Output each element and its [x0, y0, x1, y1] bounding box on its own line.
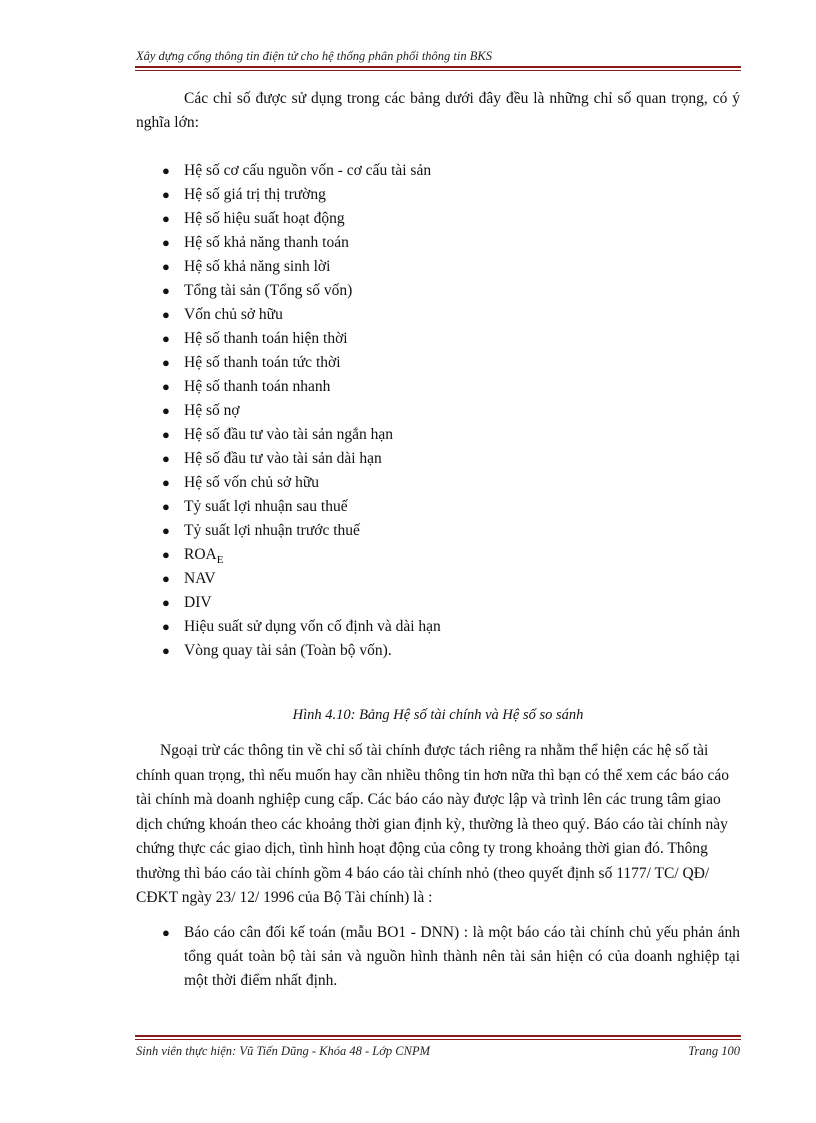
bullet-icon: ● [162, 643, 170, 658]
indicator-item [136, 519, 740, 543]
indicator-label: ROA [184, 546, 217, 563]
page-content [136, 87, 740, 993]
bullet-icon: ● [162, 211, 170, 226]
indicator-item [136, 591, 740, 615]
indicator-label: Hệ số khả năng thanh toán [184, 234, 349, 251]
bullet-icon: ● [162, 619, 170, 634]
bullet-icon: ● [162, 595, 170, 610]
indicator-item [136, 447, 740, 471]
indicator-label: Hệ số thanh toán hiện thời [184, 330, 348, 347]
indicator-item [136, 543, 740, 567]
indicator-item [136, 471, 740, 495]
indicator-item [136, 351, 740, 375]
indicator-label: Hệ số hiệu suất hoạt động [184, 210, 345, 227]
indicator-item [136, 159, 740, 183]
indicator-label: Hệ số đầu tư vào tài sản ngắn hạn [184, 426, 393, 443]
bullet-icon: ● [162, 283, 170, 298]
indicator-label: Hệ số giá trị thị trường [184, 186, 326, 203]
indicator-label: Hệ số thanh toán tức thời [184, 354, 341, 371]
bullet-icon: ● [162, 475, 170, 490]
indicator-item [136, 495, 740, 519]
indicator-subscript: E [216, 554, 224, 566]
indicator-item [136, 399, 740, 423]
bullet-icon: ● [162, 451, 170, 466]
indicator-label: Hệ số khả năng sinh lời [184, 258, 331, 275]
bullet-icon: ● [162, 379, 170, 394]
indicator-label: Hiệu suất sử dụng vốn cố định và dài hạn [184, 618, 441, 635]
bullet-icon: ● [162, 523, 170, 538]
intro-paragraph: Các chỉ số được sử dụng trong các bảng dưới đây đều là những chỉ số quan trọng, có ý nghĩa lớn: [136, 90, 740, 131]
footer-author: Sinh viên thực hiện: Vũ Tiến Dũng - Khóa 48 - Lớp CNPM [136, 1044, 431, 1058]
indicator-label: Hệ số thanh toán nhanh [184, 378, 331, 395]
bullet-icon: ● [162, 571, 170, 586]
report-list-item [136, 921, 740, 993]
indicator-item [136, 639, 740, 663]
indicator-item [136, 207, 740, 231]
indicator-item [136, 255, 740, 279]
bullet-icon: ● [162, 427, 170, 442]
bullet-icon: ● [162, 307, 170, 322]
indicator-label: DIV [184, 594, 212, 611]
indicator-label: NAV [184, 570, 216, 587]
header-title: Xây dựng cổng thông tin điện tử cho hệ thống phân phối thông tin BKS [136, 49, 492, 63]
indicator-label: Hệ số cơ cấu nguồn vốn - cơ cấu tài sản [184, 162, 432, 179]
bullet-icon: ● [162, 187, 170, 202]
bullet-icon: ● [162, 403, 170, 418]
indicator-item [136, 327, 740, 351]
bullet-icon: ● [162, 355, 170, 370]
indicator-item [136, 231, 740, 255]
indicator-label: Hệ số nợ [184, 402, 240, 419]
report-item-text: Báo cáo cân đối kế toán (mẫu BO1 - DNN) : là một báo cáo tài chính chủ yếu phản ánh tổng quát toàn bộ tài sản và nguồn hình thành nên tài sản hiện có của doanh nghiệp tại một thời điểm nhất định. [184, 923, 740, 989]
indicator-item [136, 183, 740, 207]
footer-rule [135, 1035, 741, 1040]
bullet-icon: ● [162, 499, 170, 514]
indicator-label: Tổng tài sản (Tổng số vốn) [184, 282, 353, 299]
indicator-label: Hệ số đầu tư vào tài sản dài hạn [184, 450, 382, 467]
indicator-item [136, 567, 740, 591]
bullet-icon: ● [162, 547, 170, 562]
bullet-icon: ● [162, 331, 170, 346]
indicator-item [136, 303, 740, 327]
bullet-icon: ● [162, 163, 170, 178]
body-paragraph: Ngoại trừ các thông tin về chỉ số tài chính được tách riêng ra nhằm thể hiện các hệ số tài chính quan trọng, thì nếu muốn hay cần nhiều thông tin hơn nữa thì bạn có thể xem các báo cáo tài chính mà doanh nghiệp cung cấp. Các báo cáo này được lập và trình lên các trung tâm giao dịch chứng khoán theo các khoảng thời gian định kỳ, thường là theo quý. Báo cáo tài chính này chứng thực các giao dịch, tình hình hoạt động của công ty trong khoảng thời gian đó. Thông thường thì báo cáo tài chính gồm 4 báo cáo tài chính nhỏ (theo quyết định số 1177/ TC/ QĐ/ CĐKT ngày 23/ 12/ 1996 của Bộ Tài chính) là : [136, 742, 729, 906]
figure-caption: Hình 4.10: Bảng Hệ số tài chính và Hệ số so sánh [292, 707, 584, 723]
bullet-icon: ● [162, 259, 170, 274]
indicator-list [136, 159, 740, 663]
indicator-item [136, 423, 740, 447]
indicator-label: Hệ số vốn chủ sở hữu [184, 474, 319, 491]
indicator-item [136, 279, 740, 303]
bullet-icon: ● [162, 924, 170, 940]
header-rule [135, 66, 741, 71]
indicator-label: Vốn chủ sở hữu [184, 306, 283, 323]
indicator-label: Tỷ suất lợi nhuận trước thuế [184, 522, 360, 539]
bullet-icon: ● [162, 235, 170, 250]
indicator-label: Vòng quay tài sản (Toàn bộ vốn). [184, 642, 392, 659]
footer-page-number: Trang 100 [688, 1044, 740, 1058]
indicator-item [136, 615, 740, 639]
indicator-item [136, 375, 740, 399]
indicator-label: Tỷ suất lợi nhuận sau thuế [184, 498, 348, 515]
